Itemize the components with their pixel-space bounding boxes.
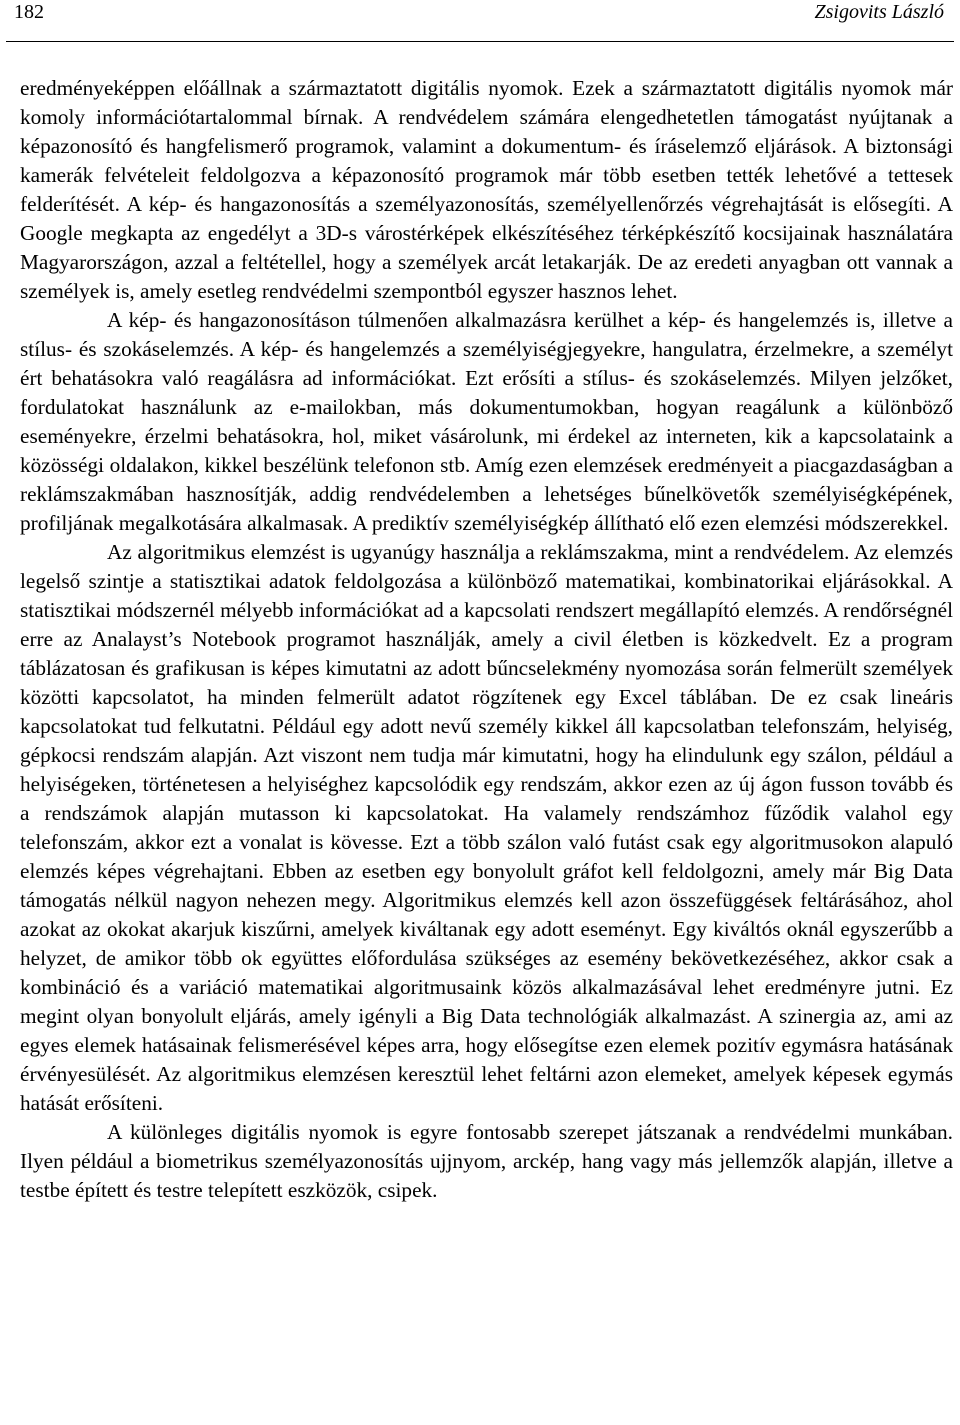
running-head-author: Zsigovits László bbox=[814, 1, 944, 23]
body-text bbox=[20, 74, 953, 1205]
paragraph-special-digital-traces: A különleges digitális nyomok is egyre fontosabb szerepet játszanak a rendvédelmi munkában. Ilyen például a biometrikus személyazonosítás ujjnyom, arckép, hang vagy más jellemzők alapján, illetve a testbe épített és testre telepített eszközök, csipek. bbox=[20, 1120, 953, 1202]
page-number: 182 bbox=[14, 1, 44, 23]
paragraph-image-sound-analysis: A kép- és hangazonosításon túlmenően alkalmazásra kerülhet a kép- és hangelemzés is, illetve a stílus- és szokáselemzés. A kép- és hangelemzés a személyiségjegyekre, hangulatra, érzelmekre, a személyt ért behatásokra való reagálásra ad információkat. Ezt erősíti a stílus- és szokáselemzés. Milyen jelzőket, fordulatokat használunk az e-mailokban, más dokumentumokban, hogyan reagálunk a különböző eseményekre, érzelmi behatásokra, hol, miket vásárolunk, mi érdekel az interneten, kik a kapcsolataink a közösségi oldalakon, kikkel beszélünk telefonon stb. Amíg ezen elemzések eredményeit a piacgazdaságban a reklámszakmában hasznosítják, addig rendvédelemben a lehetséges bűnelkövetők személyiségképének, profiljának megalkotására alkalmasak. A prediktív személyiségkép állítható elő ezen elemzési módszerekkel. bbox=[20, 308, 953, 535]
paragraph-algorithmic-analysis: Az algoritmikus elemzést is ugyanúgy használja a reklámszakma, mint a rendvédelem. Az elemzés legelső szintje a statisztikai adatok feldolgozása a különböző matematikai, kombinatorikai eljárásokkal. A statisztikai módszernél mélyebb információkat ad a kapcsolati rendszert megállapító elemzés. A rendőrségnél erre az Analayst’s Notebook programot használják, amely a civil életben is közkedvelt. Ez a program táblázatosan és grafikusan is képes kimutatni az adott bűncselekmény nyomozása során felmerült személyek közötti kapcsolatot, ha minden felmerült adatot rögzítenek egy Excel táblában. De ez csak lineáris kapcsolatokat tud felkutatni. Például egy adott nevű személy kikkel áll kapcsolatban telefonszám, helyiség, gépkocsi rendszám alapján. Azt viszont nem tudja már kimutatni, hogy ha elindulunk egy szálon, például a helyiségeken, történetesen a helyiséghez kapcsolódik egy rendszám, akkor ezen az új ágon fusson tovább és a rendszámok alapján mutasson ki kapcsolatokat. Ha valamely rendszámhoz fűződik valahol egy telefonszám, akkor ezt a vonalat is kövesse. Ezt a több szálon való futást csak egy algoritmusokon alapuló elemzés képes végrehajtani. Ebben az esetben egy bonyolult gráfot kell feldolgozni, amely már Big Data támogatás nélkül nagyon nehezen megy. Algoritmikus elemzés kell azon összefüggések feltárásához, ahol azokat az okokat akarjuk kiszűrni, amelyek kiváltanak egy adott eseményt. Egy kiváltós oknál egyszerűbb a helyzet, de amikor több ok együttes előfordulása szükséges az esemény bekövetkezéséhez, akkor csak a kombináció és a variáció matematikai algoritmusaink közös alkalmazásával lehet eredményre jutni. Ez megint olyan bonyolult eljárás, amely igényli a Big Data technológiák alkalmazást. A szinergia az, ami az egyes elemek hatásainak felismerésével képes arra, hogy elősegítse ezen elemek pozitív egymásra hatásának érvényesülését. Az algoritmikus elemzésen keresztül lehet feltárni azon elemeket, amelyek képesek egymás hatását erősíteni. bbox=[20, 540, 953, 1115]
page-header bbox=[0, 0, 960, 48]
header-rule bbox=[6, 41, 954, 42]
paragraph-continuation: eredményeképpen előállnak a származtatott digitális nyomok. Ezek a származtatott digitális nyomok már komoly információtartalommal bírnak. A rendvédelem számára elengedhetetlen támogatást nyújtanak a képazonosító és hangfelismerő programok, valamint a dokumentum- és íráselemző eljárások. A biztonsági kamerák felvételeit feldolgozva a képazonosító programok már több esetben tették lehetővé a tettesek felderítését. A kép- és hangazonosítás a személyazonosítás, személyellenőrzés végrehajtását is elősegíti. A Google megkapta az engedélyt a 3D-s várostérképek elkészítéséhez térképkészítő kocsijainak használatára Magyarországon, azzal a feltétellel, hogy a személyek arcát letakarják. De az eredeti anyagban ott vannak a személyek is, amely esetleg rendvédelmi szempontból egyszer hasznos lehet. bbox=[20, 76, 953, 303]
